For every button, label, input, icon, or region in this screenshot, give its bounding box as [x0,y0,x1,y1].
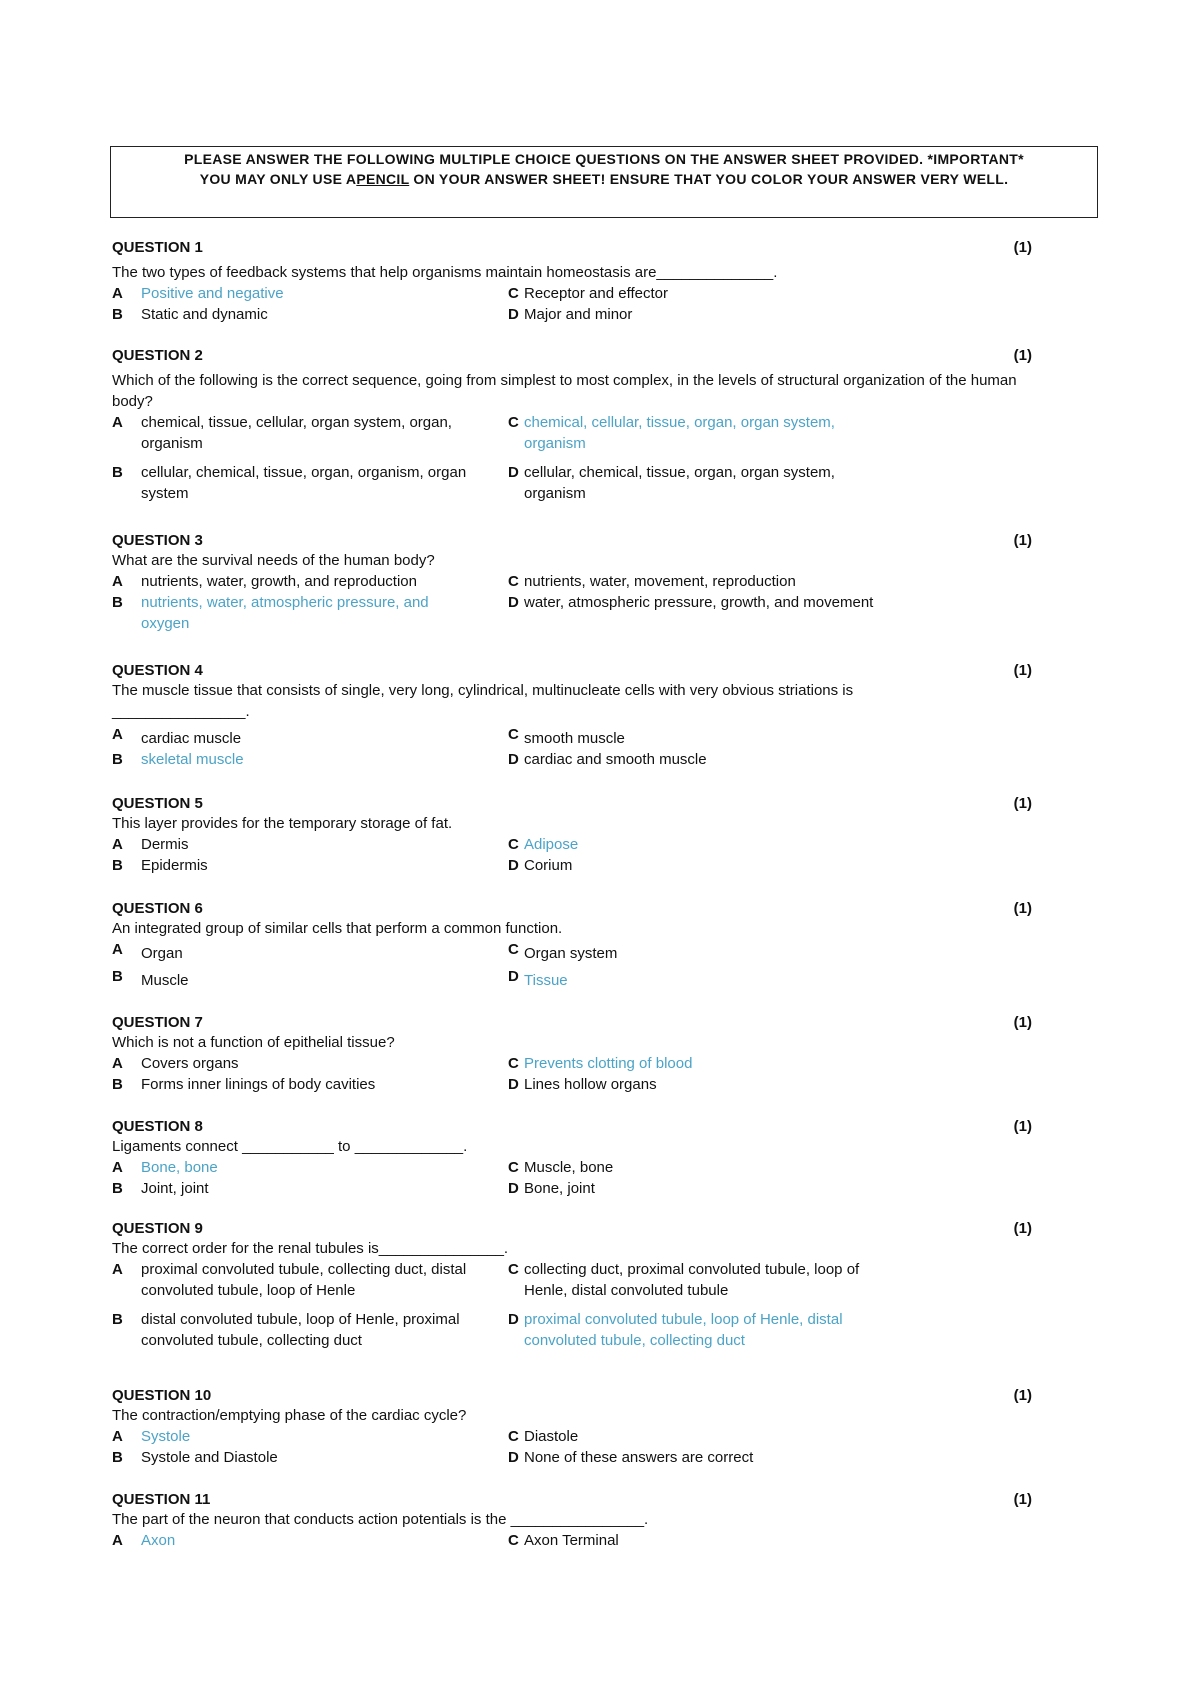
question-text: The correct order for the renal tubules is_______________. [112,1240,509,1257]
option-letter: D [508,306,519,323]
option-text: Organ [141,945,183,962]
option-d [508,970,988,991]
question-marks: (1) [1013,1387,1032,1404]
question-marks: (1) [1013,662,1032,679]
option-letter: C [508,1159,519,1176]
option-text: collecting duct, proximal convoluted tubule, loop of Henle, distal convoluted tubule [524,1261,860,1299]
option-letter: B [112,464,123,481]
option-text: proximal convoluted tubule, loop of Henle, distal convoluted tubule, collecting duct [524,1311,843,1349]
question-4 [112,660,1032,770]
question-text: What are the survival needs of the human body? [112,552,435,569]
option-c [508,728,988,749]
question-title: QUESTION 1 [112,239,203,256]
option-text: Corium [524,857,573,874]
option-text: proximal convoluted tubule, collecting duct, distal convoluted tubule, loop of Henle [141,1261,467,1299]
option-text: Epidermis [141,857,208,874]
question-marks: (1) [1013,795,1032,812]
question-text: An integrated group of similar cells that perform a common function. [112,920,563,937]
question-marks: (1) [1013,347,1032,364]
option-c [508,1426,988,1447]
option-letter: A [112,285,123,302]
option-text: Positive and negative [141,285,284,302]
option-a [112,1157,508,1178]
option-c [508,571,988,592]
option-b [112,1178,508,1199]
instructions-line-2 [111,169,1097,189]
option-text: cellular, chemical, tissue, organ, organ system, organism [524,464,835,502]
option-letter: B [112,968,123,985]
question-text: This layer provides for the temporary storage of fat. [112,815,453,832]
option-letter: B [112,1180,123,1197]
option-a [112,1053,508,1074]
option-text: skeletal muscle [141,751,244,768]
option-d [508,855,988,876]
question-title: QUESTION 6 [112,900,203,917]
option-a [112,1426,508,1447]
option-letter: D [508,1076,519,1093]
question-title: QUESTION 9 [112,1220,203,1237]
option-letter: B [112,751,123,768]
option-b [112,749,508,770]
option-d [508,462,988,504]
option-text: Lines hollow organs [524,1076,657,1093]
option-text: Axon [141,1532,176,1549]
option-text: nutrients, water, movement, reproduction [524,573,796,590]
option-letter: B [112,594,123,611]
question-title: QUESTION 4 [112,662,203,679]
option-letter: A [112,1261,123,1278]
option-letter: C [508,1428,519,1445]
option-text: water, atmospheric pressure, growth, and movement [524,594,874,611]
option-text: Organ system [524,945,618,962]
question-text: The two types of feedback systems that help organisms maintain homeostasis are______________. [112,264,778,281]
option-text: cardiac and smooth muscle [524,751,707,768]
option-text: Muscle [141,972,189,989]
option-text: Systole and Diastole [141,1449,278,1466]
question-marks: (1) [1013,239,1032,256]
option-c [508,943,988,964]
option-b [112,1074,508,1095]
option-text: distal convoluted tubule, loop of Henle, proximal convoluted tubule, collecting duct [141,1311,460,1349]
option-c [508,1530,988,1551]
option-b [112,462,508,504]
option-letter: C [508,285,519,302]
option-text: Receptor and effector [524,285,668,302]
question-9 [112,1218,1032,1351]
option-text: Dermis [141,836,189,853]
option-text: cardiac muscle [141,730,242,747]
option-text: Joint, joint [141,1180,209,1197]
option-letter: C [508,1532,519,1549]
option-b [112,855,508,876]
option-text: Diastole [524,1428,579,1445]
question-10 [112,1385,1032,1468]
option-letter: B [112,306,123,323]
option-letter: D [508,1180,519,1197]
question-title: QUESTION 5 [112,795,203,812]
instructions-line-2-start: YOU MAY ONLY USE A [199,171,357,187]
option-text: Bone, joint [524,1180,595,1197]
option-letter: B [112,1076,123,1093]
option-letter: A [112,573,123,590]
question-marks: (1) [1013,900,1032,917]
option-c [508,283,988,304]
question-text: Which is not a function of epithelial tissue? [112,1034,395,1051]
option-d [508,749,988,770]
option-text: None of these answers are correct [524,1449,754,1466]
option-letter: D [508,1311,519,1328]
option-letter: C [508,1261,519,1278]
option-letter: C [508,1055,519,1072]
option-text: nutrients, water, growth, and reproduction [141,573,417,590]
option-d [508,1178,988,1199]
question-3 [112,530,1032,634]
question-8 [112,1116,1032,1199]
option-b [112,1447,508,1468]
option-letter: A [112,1055,123,1072]
option-text: Forms inner linings of body cavities [141,1076,376,1093]
instructions-box [110,146,1098,218]
option-text: chemical, cellular, tissue, organ, organ system, organism [524,414,835,452]
question-marks: (1) [1013,532,1032,549]
option-letter: A [112,414,123,431]
option-letter: C [508,573,519,590]
option-d [508,1309,988,1351]
option-d [508,1447,988,1468]
option-letter: D [508,464,519,481]
question-2 [112,345,1032,504]
question-marks: (1) [1013,1118,1032,1135]
option-letter: D [508,1449,519,1466]
question-text: The part of the neuron that conducts action potentials is the ________________. [112,1511,649,1528]
option-a [112,728,508,749]
question-marks: (1) [1013,1491,1032,1508]
question-7 [112,1012,1032,1095]
option-text: Bone, bone [141,1159,218,1176]
instructions-line-2-end: ON YOUR ANSWER SHEET! ENSURE THAT YOU COLOR YOUR ANSWER VERY WELL. [409,171,1009,187]
question-marks: (1) [1013,1014,1032,1031]
option-letter: B [112,857,123,874]
option-d [508,592,988,634]
option-letter: A [112,836,123,853]
option-a [112,834,508,855]
option-a [112,1259,508,1301]
option-text: Adipose [524,836,579,853]
question-title: QUESTION 10 [112,1387,212,1404]
question-text: Ligaments connect ___________ to _____________. [112,1138,468,1155]
option-a [112,943,508,964]
option-text: nutrients, water, atmospheric pressure, and oxygen [141,594,429,632]
question-title: QUESTION 2 [112,347,203,364]
question-text: Which of the following is the correct sequence, going from simplest to most complex, in the levels of structural organization of the human body? [112,372,1017,410]
question-6 [112,898,1032,991]
option-text: Covers organs [141,1055,239,1072]
option-c [508,412,988,454]
option-letter: D [508,968,519,985]
option-letter: A [112,941,123,958]
option-text: Major and minor [524,306,633,323]
option-a [112,1530,508,1551]
option-letter: C [508,726,519,743]
option-text: smooth muscle [524,730,625,747]
instructions-line-1: PLEASE ANSWER THE FOLLOWING MULTIPLE CHOICE QUESTIONS ON THE ANSWER SHEET PROVIDED. *IMPORTANT* [184,151,1024,167]
option-letter: C [508,941,519,958]
option-letter: B [112,1449,123,1466]
option-text: cellular, chemical, tissue, organ, organism, organ system [141,464,467,502]
question-text: The contraction/emptying phase of the cardiac cycle? [112,1407,467,1424]
option-b [112,304,508,325]
option-a [112,283,508,304]
option-b [112,1309,508,1351]
option-text: Prevents clotting of blood [524,1055,693,1072]
option-text: Systole [141,1428,191,1445]
question-title: QUESTION 3 [112,532,203,549]
option-d [508,1074,988,1095]
question-text: The muscle tissue that consists of single, very long, cylindrical, multinucleate cells with very obvious striations is ________________. [112,682,854,720]
option-b [112,592,508,634]
question-title: QUESTION 7 [112,1014,203,1031]
option-c [508,1259,988,1301]
pencil-emphasis: PENCIL [356,171,410,187]
option-letter: C [508,836,519,853]
option-letter: C [508,414,519,431]
option-text: Static and dynamic [141,306,268,323]
option-text: chemical, tissue, cellular, organ system, organ, organism [141,414,452,452]
option-letter: B [112,1311,123,1328]
option-c [508,834,988,855]
option-c [508,1053,988,1074]
question-11 [112,1489,1032,1551]
option-text: Axon Terminal [524,1532,619,1549]
option-c [508,1157,988,1178]
question-title: QUESTION 11 [112,1491,211,1508]
question-1 [112,237,1032,325]
option-a [112,571,508,592]
option-letter: A [112,1428,123,1445]
option-letter: A [112,726,123,743]
option-text: Muscle, bone [524,1159,614,1176]
question-5 [112,793,1032,876]
option-letter: A [112,1532,123,1549]
option-letter: D [508,751,519,768]
question-marks: (1) [1013,1220,1032,1237]
option-a [112,412,508,454]
option-d [508,304,988,325]
option-text: Tissue [524,972,568,989]
option-letter: D [508,857,519,874]
option-b [112,970,508,991]
option-letter: A [112,1159,123,1176]
question-title: QUESTION 8 [112,1118,203,1135]
option-letter: D [508,594,519,611]
